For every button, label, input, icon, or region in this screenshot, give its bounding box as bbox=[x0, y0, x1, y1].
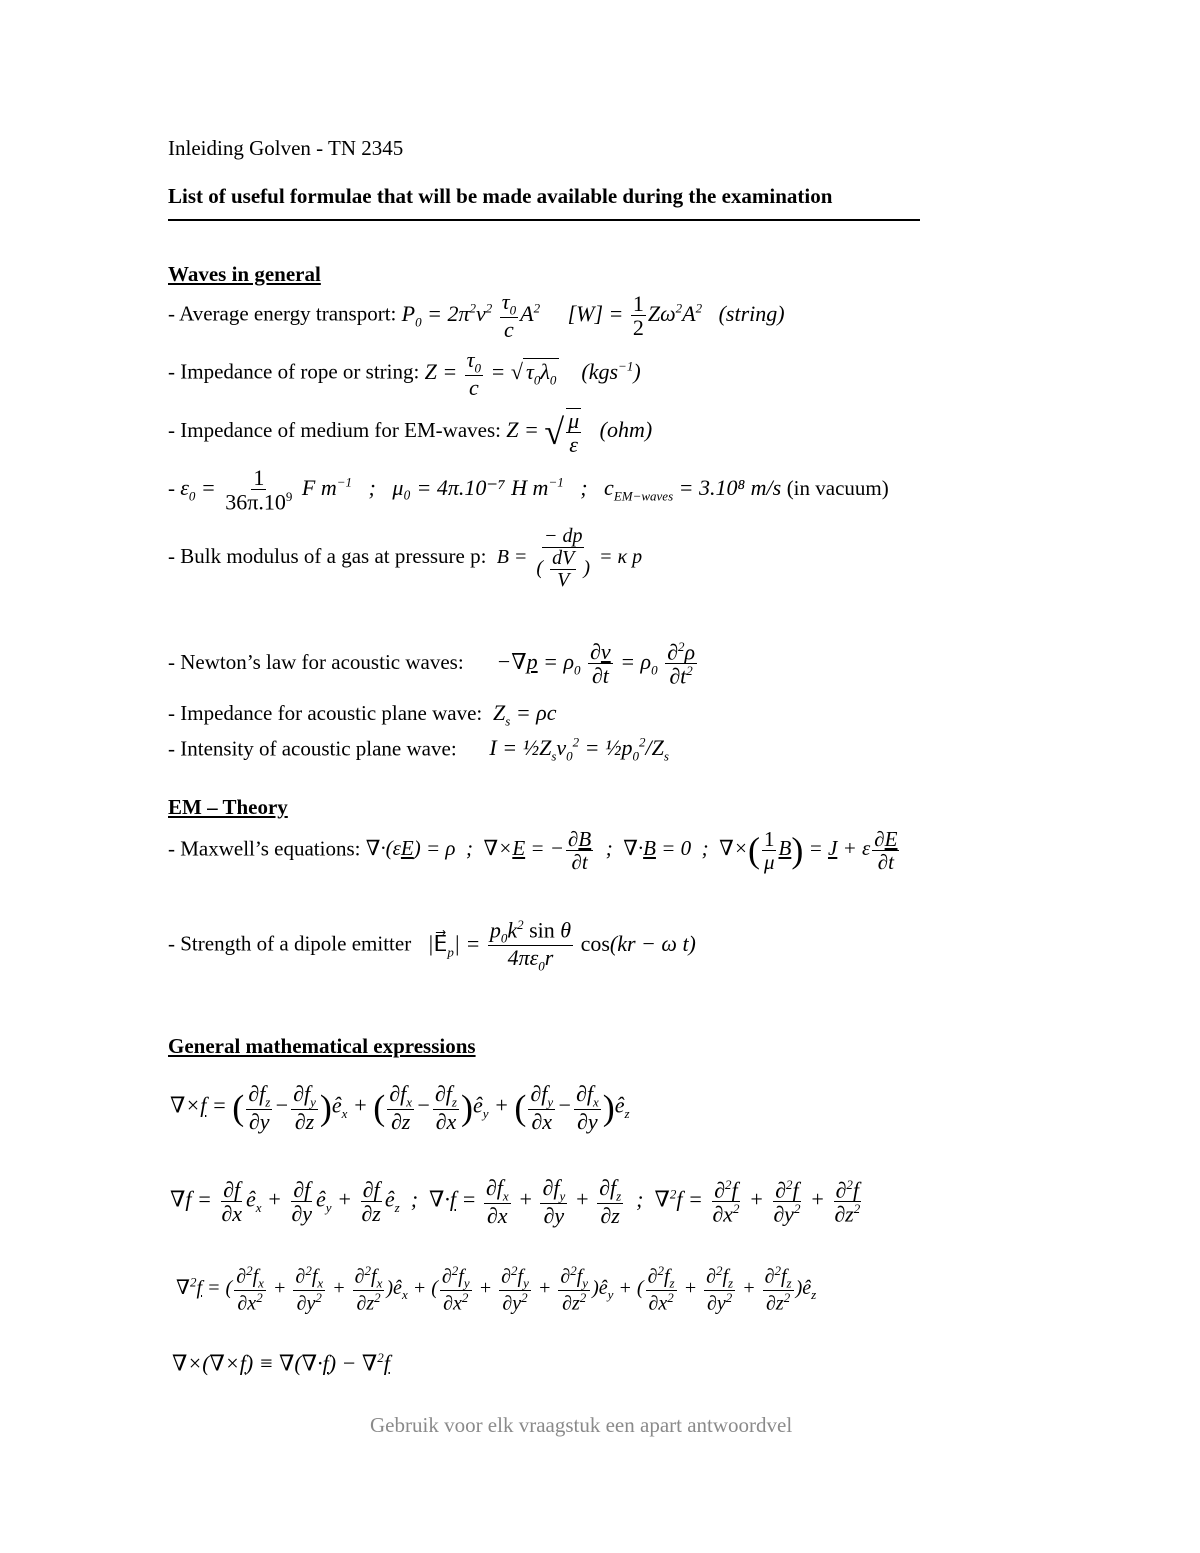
constants-note: (in vacuum) bbox=[786, 475, 889, 500]
constants-dash: - bbox=[168, 475, 175, 500]
maxwell-label: - Maxwell’s equations: bbox=[168, 836, 361, 861]
energy-transport-formula: $P_0 = 2\pi^2\nu^2$ $\frac{\tau_0}{c}$ $A^2$ [W] = $\frac{1}{2}$ $Z\omega^2A^2$ (string) bbox=[401, 289, 785, 343]
rope-impedance-unit: (kgs bbox=[581, 358, 619, 384]
acoustic-intensity-label: - Intensity of acoustic plane wave: bbox=[168, 736, 457, 761]
maxwell-formula: ∇·(εE) = ρ ; ∇×E = − $\frac{\partial B}{\partial t}$ ; ∇·B = 0 ; ∇×( $\frac{1}{\mu}$ B) = J + ε $\frac{\partial E}{\partial t}$ bbox=[365, 827, 898, 875]
course-title: Inleiding Golven - TN 2345 bbox=[168, 136, 404, 160]
rope-impedance-line bbox=[168, 348, 641, 399]
curl-formula: ∇×f = ( $\frac{\partial f_z}{\partial y}$ − $\frac{\partial f_y}{\partial z}$ )$ê_x$ + ( $\frac{\partial f_x}{\partial z}$ − $\frac{\partial f_z}{\partial x}$ )$ê_y$ + ( $\frac{\partial f_y}{\partial x}$ − $\frac{\partial f_x}{\partial y}$ )$ê_z$ bbox=[170, 1081, 630, 1135]
acoustic-intensity-formula: $I = \frac{1}{2}Z_sv_0^2$ = $\frac{1}{2}p_0^2/Z_s$ bbox=[461, 735, 669, 764]
energy-transport-line bbox=[168, 290, 785, 341]
bulk-modulus-formula: B = − dp ( $\frac{dV}{V}$ ) = κ p bbox=[491, 525, 643, 591]
newton-law-line bbox=[168, 640, 699, 688]
acoustic-intensity-line bbox=[168, 735, 669, 765]
section-heading-math: General mathematical expressions bbox=[168, 1034, 476, 1058]
dipole-line bbox=[168, 918, 696, 973]
energy-transport-label: - Average energy transport: bbox=[168, 301, 397, 326]
acoustic-impedance-formula: $Z_s = \rho c$ bbox=[487, 700, 557, 729]
newton-law-formula: $-\nabla p = \rho_0$ $\frac{\partial v}{\partial t}$ = $\rho_0$ $\frac{\partial^2\rho}{\partial t^2}$ bbox=[468, 639, 696, 689]
constants-line bbox=[168, 466, 889, 514]
acoustic-impedance-line bbox=[168, 700, 557, 729]
rope-impedance-formula: Z = $\frac{\tau_0}{c}$ = √ $\tau_0\lambda_0$ (kgs$^{-1}$) bbox=[424, 347, 641, 401]
em-impedance-line bbox=[168, 408, 652, 456]
energy-transport-note: (string) bbox=[718, 300, 785, 326]
bulk-modulus-line bbox=[168, 526, 642, 591]
vector-laplacian-formula: ∇$^2$f = ( $\frac{\partial^2f_x}{\partial x^2}$ + $\frac{\partial^2f_x}{\partial y^2}$ + $\frac{\partial^2f_x}{\partial z^2}$ )$ê_x$ + ( $\frac{\partial^2f_y}{\partial x^2}$ + $\frac{\partial^2f_y}{\partial y^2}$ + $\frac{\partial^2f_y}{\partial z^2}$ )$ê_y$ + ( $\frac{\partial^2f_z}{\partial x^2}$ + $\frac{\partial^2f_z}{\partial y^2}$ + $\frac{\partial^2f_z}{\partial z^2}$ )$ê_z$ bbox=[176, 1263, 817, 1315]
section-heading-em: EM – Theory bbox=[168, 795, 288, 819]
curl-curl-identity: ∇×(∇×f) ≡ ∇(∇·f) − ∇$^2$f bbox=[172, 1350, 390, 1376]
grad-div-laplace-formula: ∇f = $\frac{\partial f}{\partial x}$ $ê_x$ + $\frac{\partial f}{\partial y}$ $ê_y$ + $\frac{\partial f}{\partial z}$ $ê_z$ ; ∇·f = $\frac{\partial f_x}{\partial x}$ + $\frac{\partial f_y}{\partial y}$ + $\frac{\partial f_z}{\partial z}$ ; ∇$^2$f = $\frac{\partial^2f}{\partial x^2}$ + $\frac{\partial^2f}{\partial y^2}$ + $\frac{\partial^2f}{\partial z^2}$ bbox=[170, 1175, 861, 1229]
newton-law-label: - Newton’s law for acoustic waves: bbox=[168, 649, 464, 674]
bulk-modulus-label: - Bulk modulus of a gas at pressure p: bbox=[168, 544, 487, 569]
footer-note: Gebruik voor elk vraagstuk een apart antwoordvel bbox=[370, 1413, 793, 1437]
epsilon-unit: F m bbox=[301, 474, 337, 500]
dipole-formula: $|E⃗_p|$ = $\frac{p_0k^2 \sin \theta}{4\pi\varepsilon_0r}$ cos(kr − ω t) bbox=[416, 917, 696, 974]
constants-formula: $\varepsilon_0$ = $\frac{1}{36\pi.10^9}$ F $m^{-1}$ ; μ₀ = 4π.10⁻⁷ H $m^{-1}$ ; $c_{EM-waves} = 3.10^8$ m/s bbox=[180, 465, 782, 515]
em-impedance-unit: (ohm) bbox=[599, 417, 653, 443]
dipole-label: - Strength of a dipole emitter bbox=[168, 931, 412, 956]
light-speed: = 3.10⁸ m/s bbox=[678, 474, 782, 500]
section-heading-waves: Waves in general bbox=[168, 262, 321, 286]
header-divider bbox=[168, 219, 920, 221]
em-impedance-label: - Impedance of medium for EM-waves: bbox=[168, 418, 501, 443]
mu-constant: μ₀ = 4π.10⁻⁷ H m bbox=[392, 474, 549, 500]
acoustic-impedance-label: - Impedance for acoustic plane wave: bbox=[168, 701, 483, 725]
em-impedance-formula: Z = √ $\frac{\mu}{\varepsilon}$ (ohm) bbox=[506, 408, 653, 458]
maxwell-line bbox=[168, 828, 901, 873]
document-subtitle: List of useful formulae that will be made available during the examination bbox=[168, 184, 833, 208]
rope-impedance-label: - Impedance of rope or string: bbox=[168, 359, 420, 384]
